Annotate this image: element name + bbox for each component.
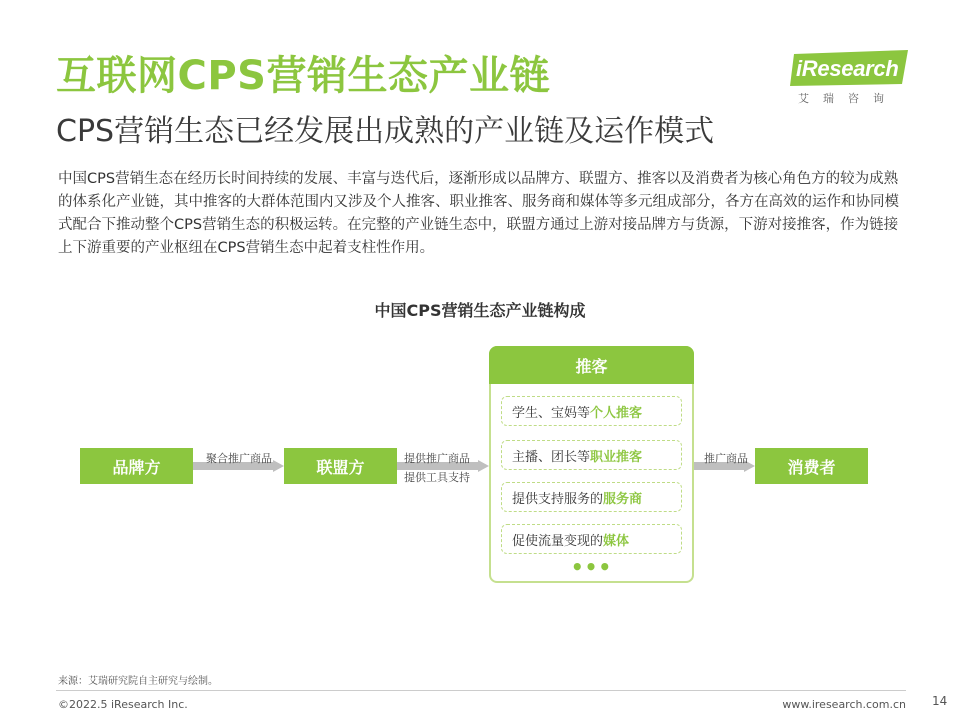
node-brand-label: 品牌方 <box>112 457 161 477</box>
promoter-item-highlight: 媒体 <box>603 533 630 549</box>
more-indicator: ••• <box>570 555 613 579</box>
logo-subtitle: 艾瑞咨询 <box>798 92 898 105</box>
node-consumer-label: 消费者 <box>787 457 836 477</box>
iresearch-logo <box>790 50 915 106</box>
promoter-item-text: 学生、宝妈等 <box>512 405 591 421</box>
promoter-item-professional <box>501 440 682 470</box>
page-title: 互联网CPS营销生态产业链 <box>56 53 550 99</box>
promoter-item-text: 主播、团长等 <box>512 449 591 465</box>
edge-label-promote: 推广商品 <box>704 452 748 465</box>
node-consumer <box>755 448 868 484</box>
intro-paragraph: 中国CPS营销生态在经历长时间持续的发展、丰富与迭代后，逐渐形成以品牌方、联盟方、推客以及消费者为核心角色方的较为成熟的体系化产业链，其中推客的大群体范围内又涉及个人推客、职业推客、服务商和媒体等多元组成部分，各方在高效的运作和协同模式配合下推动整个CPS营销生态的积极运转。在完整的产业链生态中，联盟方通过上游对接品牌方与货源，下游对接推客，作为链接上下游重要的产业枢纽在CPS营销生态中起着支柱性作用。 <box>58 171 899 256</box>
edge-label-aggregate: 聚合推广商品 <box>206 452 272 465</box>
node-alliance <box>284 448 397 484</box>
promoter-header: 推客 <box>489 346 694 384</box>
edge-label-provide-tools: 提供工具支持 <box>404 471 470 484</box>
promoter-item-highlight: 服务商 <box>603 491 643 507</box>
promoter-item-text: 促使流量变现的 <box>512 533 604 549</box>
promoter-item-highlight: 个人推客 <box>590 405 643 421</box>
edge-label-provide-goods: 提供推广商品 <box>404 452 470 465</box>
promoter-panel <box>489 346 694 583</box>
footer-website: www.iresearch.com.cn <box>782 698 906 711</box>
logo-brand: iResearch <box>796 56 899 81</box>
promoter-item-highlight: 职业推客 <box>590 449 643 465</box>
footer-copyright: ©2022.5 iResearch Inc. <box>58 698 188 711</box>
page-number: 14 <box>932 694 948 708</box>
promoter-item-service <box>501 482 682 512</box>
node-brand <box>80 448 193 484</box>
promoter-item-text: 提供支持服务的 <box>512 491 604 507</box>
promoter-item-media <box>501 524 682 554</box>
footer-divider <box>56 690 906 691</box>
diagram-title: 中国CPS营销生态产业链构成 <box>374 301 586 320</box>
page-subtitle: CPS营销生态已经发展出成熟的产业链及运作模式 <box>56 114 715 149</box>
promoter-item-personal <box>501 396 682 426</box>
source-note: 来源：艾瑞研究院自主研究与绘制。 <box>58 676 218 687</box>
node-alliance-label: 联盟方 <box>316 457 365 477</box>
